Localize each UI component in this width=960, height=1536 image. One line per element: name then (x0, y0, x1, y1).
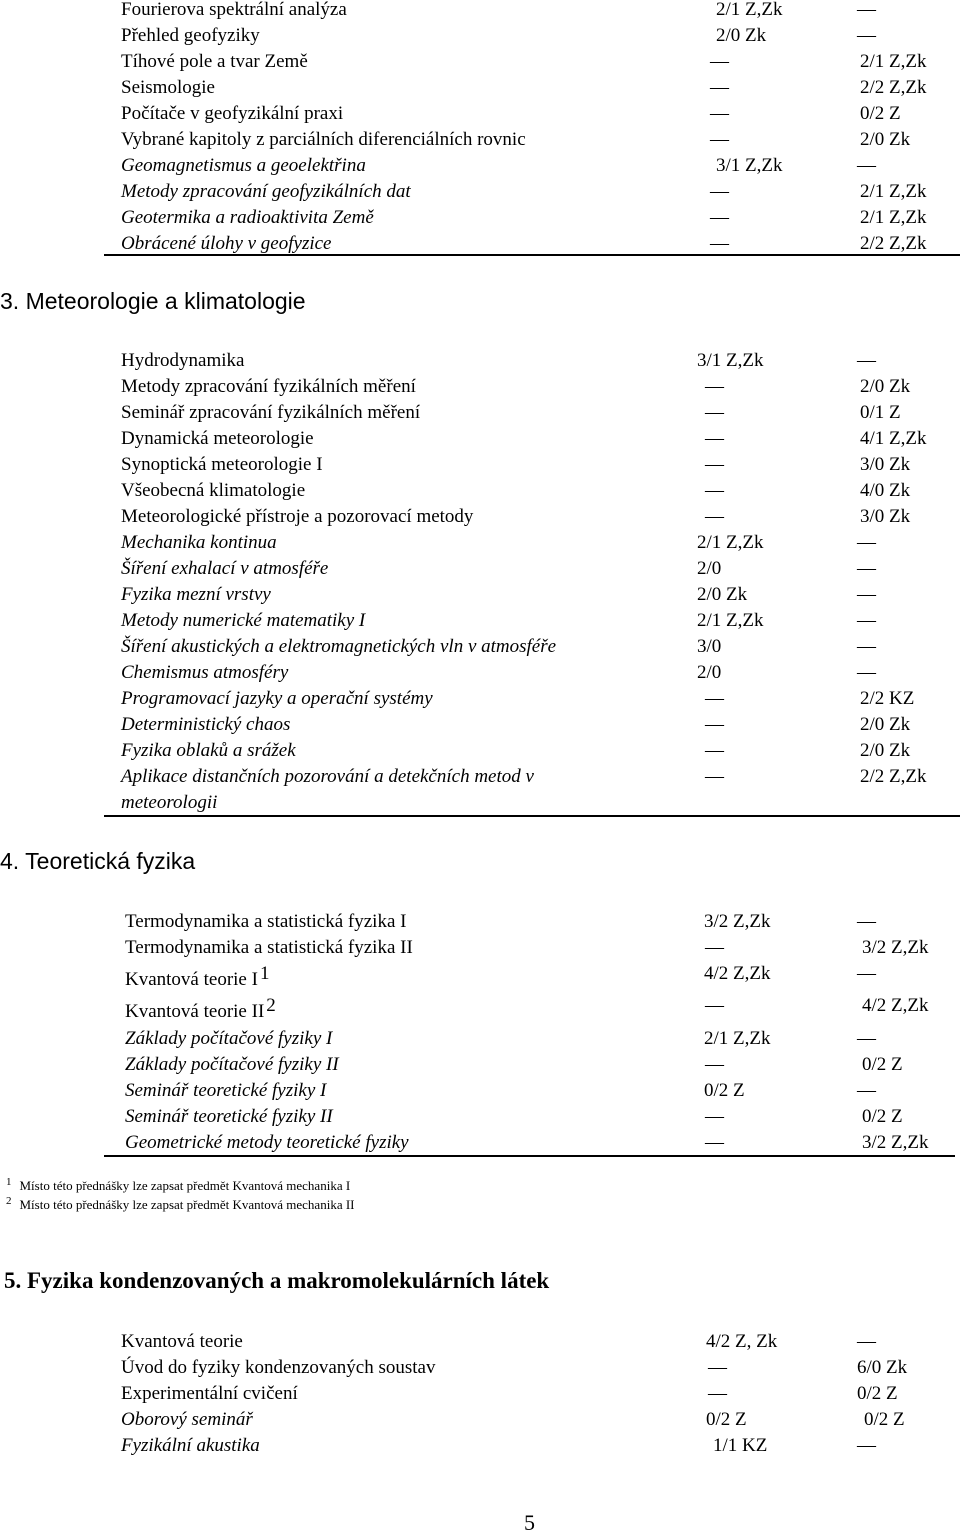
course-name-text: Geomagnetismus a geoelektřina (121, 155, 366, 176)
semester-summer-value: 3/2 Z,Zk (862, 937, 929, 958)
course-name-text: Synoptická meteorologie I (121, 454, 323, 475)
course-row (0, 75, 960, 101)
semester-winter-value: 2/0 Zk (697, 584, 748, 605)
course-name-text: Kvantová teorie II (125, 1001, 265, 1022)
course-name-text: Obrácené úlohy v geofyzice (121, 233, 332, 254)
course-name (121, 608, 365, 634)
course-name (121, 504, 473, 530)
semester-winter-value: 0/2 Z (706, 1409, 747, 1430)
course-name-text: Programovací jazyky a operační systémy (121, 688, 433, 709)
course-name-text: Vybrané kapitoly z parciálních diferenciálních rovnic (121, 129, 526, 150)
course-name-text: Počítače v geofyzikální praxi (121, 103, 344, 124)
semester-summer-value: 2/2 Z,Zk (860, 77, 927, 98)
course-row (0, 478, 960, 504)
course-name-text: Základy počítačové fyziky I (125, 1028, 333, 1049)
course-name-text: Základy počítačové fyziky II (125, 1054, 339, 1075)
course-row (0, 935, 960, 961)
semester-summer-value: — (857, 1435, 876, 1456)
course-name (125, 909, 406, 935)
course-name (121, 426, 314, 452)
course-row (0, 205, 960, 231)
course-name-text: Mechanika kontinua (121, 532, 277, 553)
course-row (0, 504, 960, 530)
semester-winter-value: — (705, 1054, 724, 1075)
semester-summer-value: — (857, 911, 876, 932)
course-row (0, 49, 960, 75)
course-name-text: Úvod do fyziky kondenzovaných soustav (121, 1357, 436, 1378)
course-name (121, 582, 271, 608)
course-name-text: Všeobecná klimatologie (121, 480, 306, 501)
course-row (0, 530, 960, 556)
course-name-text: Kvantová teorie I (125, 969, 258, 990)
course-name (121, 49, 308, 75)
course-name-text: Fyzika oblaků a srážek (121, 740, 296, 761)
semester-summer-value: 2/2 KZ (860, 688, 915, 709)
course-row (0, 1381, 960, 1407)
semester-summer-value: 2/1 Z,Zk (860, 181, 927, 202)
footnote (6, 1178, 350, 1195)
course-name (125, 995, 276, 1025)
course-name (121, 478, 305, 504)
course-name (121, 634, 556, 660)
table-bottom-rule (104, 1155, 955, 1157)
course-name (125, 1104, 333, 1130)
course-row (0, 452, 960, 478)
course-name (121, 400, 420, 426)
course-name-text: Metody zpracování geofyzikálních dat (121, 181, 411, 202)
course-name-text: Fyzikální akustika (121, 1435, 260, 1456)
course-name (121, 205, 374, 231)
semester-winter-value: 4/2 Z, Zk (706, 1331, 778, 1352)
course-name (121, 530, 277, 556)
semester-winter-value: — (705, 428, 724, 449)
semester-summer-value: 2/0 Zk (860, 376, 911, 397)
semester-summer-value: 6/0 Zk (857, 1357, 908, 1378)
semester-winter-value: — (705, 740, 724, 761)
course-name-text: Fyzika mezní vrstvy (121, 584, 271, 605)
semester-winter-value: 3/2 Z,Zk (704, 911, 771, 932)
semester-winter-value: — (708, 1383, 727, 1404)
course-row (0, 426, 960, 452)
semester-winter-value: — (705, 766, 724, 787)
course-name (121, 738, 296, 764)
course-name-text: Dynamická meteorologie (121, 428, 314, 449)
semester-winter-value: — (705, 688, 724, 709)
course-name (125, 963, 270, 993)
course-name-text: Seminář teoretické fyziky I (125, 1080, 327, 1101)
footnote-text: Místo této přednášky lze zapsat předmět Kvantová mechanika II (19, 1197, 355, 1212)
course-name-text: Metody numerické matematiky I (121, 610, 366, 631)
semester-summer-value: 3/0 Zk (860, 454, 911, 475)
semester-summer-value: 3/0 Zk (860, 506, 911, 527)
course-name (121, 556, 328, 582)
semester-winter-value: 3/1 Z,Zk (716, 155, 783, 176)
course-name-text: Chemismus atmosféry (121, 662, 289, 683)
course-name-text: Termodynamika a statistická fyzika I (125, 911, 407, 932)
semester-winter-value: — (708, 1357, 727, 1378)
semester-summer-value: — (857, 558, 876, 579)
semester-summer-value: 2/1 Z,Zk (860, 51, 927, 72)
semester-summer-value: — (857, 1028, 876, 1049)
semester-winter-value: 2/0 (697, 558, 722, 579)
course-row (0, 686, 960, 712)
section-heading: 3. Meteorologie a klimatologie (0, 288, 306, 314)
course-name (125, 935, 413, 961)
semester-summer-value: 4/0 Zk (860, 480, 911, 501)
course-name (121, 1329, 243, 1355)
course-row (0, 0, 960, 23)
semester-summer-value: 0/2 Z (857, 1383, 898, 1404)
semester-summer-value: — (857, 636, 876, 657)
course-name (121, 127, 526, 153)
semester-winter-value: 2/0 Zk (716, 25, 767, 46)
semester-summer-value: — (857, 25, 876, 46)
semester-winter-value: 2/1 Z,Zk (697, 532, 764, 553)
semester-winter-value: 0/2 Z (704, 1080, 745, 1101)
semester-winter-value: 2/0 (697, 662, 722, 683)
course-row (0, 127, 960, 153)
semester-summer-value: 2/1 Z,Zk (860, 207, 927, 228)
semester-summer-value: — (857, 610, 876, 631)
semester-winter-value: — (705, 937, 724, 958)
semester-winter-value: 2/1 Z,Zk (697, 610, 764, 631)
course-row (0, 660, 960, 686)
course-name (121, 23, 260, 49)
semester-winter-value: 4/2 Z,Zk (704, 963, 771, 984)
course-name (121, 1433, 260, 1459)
course-name-text: Kvantová teorie (121, 1331, 243, 1352)
course-name (121, 374, 416, 400)
course-name-text: Seminář zpracování fyzikálních měření (121, 402, 421, 423)
course-name-text: Geotermika a radioaktivita Země (121, 207, 374, 228)
semester-summer-value: — (857, 350, 876, 371)
semester-winter-value: 3/1 Z,Zk (697, 350, 764, 371)
semester-winter-value: — (710, 51, 729, 72)
semester-winter-value: — (710, 103, 729, 124)
course-name (121, 1381, 298, 1407)
course-name-text: Tíhové pole a tvar Země (121, 51, 308, 72)
semester-summer-value: 4/1 Z,Zk (860, 428, 927, 449)
course-name (125, 1078, 326, 1104)
semester-summer-value: 2/0 Zk (860, 740, 911, 761)
course-row (0, 963, 960, 993)
course-row (0, 634, 960, 660)
course-name (121, 1407, 253, 1433)
semester-summer-value: 0/2 Z (860, 103, 901, 124)
course-row (0, 738, 960, 764)
course-row (0, 1078, 960, 1104)
semester-summer-value: — (857, 0, 876, 20)
semester-summer-value: 0/1 Z (860, 402, 901, 423)
footnote-ref: 1 (259, 963, 270, 984)
course-row (0, 764, 960, 813)
course-name-text: Aplikace distančních pozorování a detekčních metod v (121, 766, 534, 787)
course-row (0, 608, 960, 634)
semester-summer-value: 0/2 Z (862, 1106, 903, 1127)
course-row (0, 995, 960, 1025)
semester-winter-value: — (705, 402, 724, 423)
semester-summer-value: — (857, 584, 876, 605)
course-name-text: Meteorologické přístroje a pozorovací metody (121, 506, 474, 527)
course-name-text: Oborový seminář (121, 1409, 253, 1430)
footnote-mark: 2 (6, 1195, 12, 1207)
course-row (0, 582, 960, 608)
course-name-text: Šíření exhalací v atmosféře (121, 558, 329, 579)
course-row (0, 179, 960, 205)
course-name-continued: meteorologii (121, 792, 218, 813)
semester-summer-value: 0/2 Z (864, 1409, 905, 1430)
table-bottom-rule (104, 815, 960, 817)
course-name (125, 1052, 339, 1078)
semester-summer-value: 2/0 Zk (860, 714, 911, 735)
course-row (0, 400, 960, 426)
course-row (0, 1052, 960, 1078)
semester-winter-value: — (710, 181, 729, 202)
course-row (0, 556, 960, 582)
semester-winter-value: — (705, 506, 724, 527)
course-row (0, 1104, 960, 1130)
course-row (0, 1026, 960, 1052)
course-name (121, 0, 347, 23)
course-row (0, 23, 960, 49)
course-name-text: Přehled geofyziky (121, 25, 260, 46)
semester-winter-value: — (710, 77, 729, 98)
semester-summer-value: — (857, 1331, 876, 1352)
course-name (121, 712, 290, 738)
course-name (121, 764, 534, 816)
semester-winter-value: — (705, 995, 724, 1016)
course-name (125, 1026, 332, 1052)
course-name-text: Seminář teoretické fyziky II (125, 1106, 333, 1127)
course-name (121, 686, 433, 712)
course-row (0, 348, 960, 374)
semester-winter-value: — (705, 480, 724, 501)
course-name (121, 101, 343, 127)
course-name (125, 1130, 409, 1156)
course-name-text: Šíření akustických a elektromagnetických vln v atmosféře (121, 636, 557, 657)
course-name (121, 452, 323, 478)
semester-winter-value: — (710, 207, 729, 228)
semester-summer-value: — (857, 963, 876, 984)
course-row (0, 1407, 960, 1433)
course-name-text: Fourierova spektrální analýza (121, 0, 347, 20)
course-name-text: Metody zpracování fyzikálních měření (121, 376, 416, 397)
course-name (121, 75, 215, 101)
course-name (121, 153, 366, 179)
semester-winter-value: — (710, 233, 729, 254)
semester-summer-value: — (857, 532, 876, 553)
table-bottom-rule (104, 254, 960, 256)
course-row (0, 909, 960, 935)
semester-winter-value: — (705, 454, 724, 475)
semester-winter-value: 1/1 KZ (713, 1435, 768, 1456)
semester-summer-value: 3/2 Z,Zk (862, 1132, 929, 1153)
section-heading: 4. Teoretická fyzika (0, 848, 196, 874)
course-name-text: Experimentální cvičení (121, 1383, 298, 1404)
course-name-text: Termodynamika a statistická fyzika II (125, 937, 413, 958)
footnote-text: Místo této přednášky lze zapsat předmět Kvantová mechanika I (19, 1178, 351, 1193)
course-row (0, 1355, 960, 1381)
semester-summer-value: 0/2 Z (862, 1054, 903, 1075)
semester-winter-value: 2/1 Z,Zk (716, 0, 783, 20)
course-row (0, 153, 960, 179)
course-row (0, 1329, 960, 1355)
course-row (0, 374, 960, 400)
semester-winter-value: 2/1 Z,Zk (704, 1028, 771, 1049)
course-row (0, 712, 960, 738)
course-name-text: Seismologie (121, 77, 215, 98)
semester-winter-value: — (705, 1132, 724, 1153)
semester-summer-value: 4/2 Z,Zk (862, 995, 929, 1016)
course-name (121, 348, 244, 374)
semester-winter-value: — (710, 129, 729, 150)
page-number: 5 (524, 1510, 535, 1535)
footnote-ref: 2 (266, 995, 276, 1016)
course-name (121, 660, 288, 686)
course-row (0, 101, 960, 127)
semester-summer-value: 2/2 Z,Zk (860, 233, 927, 254)
semester-summer-value: — (857, 1080, 876, 1101)
course-name (121, 1355, 436, 1381)
course-name-text: Deterministický chaos (121, 714, 291, 735)
footnote-mark: 1 (6, 1176, 12, 1188)
course-name (121, 179, 411, 205)
semester-summer-value: 2/2 Z,Zk (860, 766, 927, 787)
semester-summer-value: — (857, 662, 876, 683)
semester-summer-value: — (857, 155, 876, 176)
semester-summer-value: 2/0 Zk (860, 129, 911, 150)
semester-winter-value: — (705, 376, 724, 397)
footnote (6, 1197, 355, 1214)
course-row (0, 1433, 960, 1459)
semester-winter-value: — (705, 1106, 724, 1127)
section-heading: 5. Fyzika kondenzovaných a makromolekulárních látek (4, 1268, 550, 1293)
course-name-text: Hydrodynamika (121, 350, 245, 371)
semester-winter-value: — (705, 714, 724, 735)
semester-winter-value: 3/0 (697, 636, 722, 657)
course-row (0, 1130, 960, 1156)
course-name-text: Geometrické metody teoretické fyziky (125, 1132, 409, 1153)
